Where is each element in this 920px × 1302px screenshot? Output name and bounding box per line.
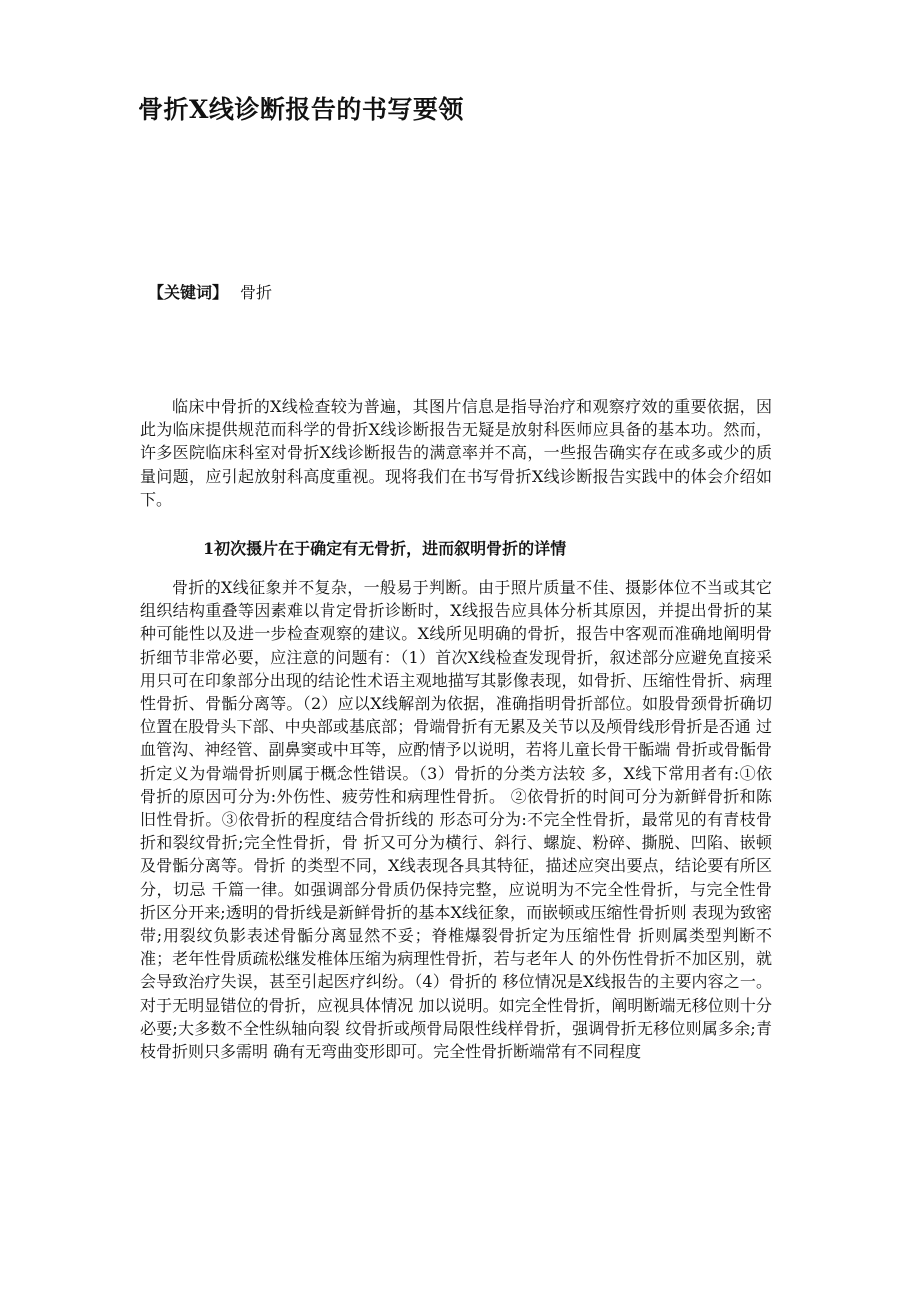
keywords-line — [148, 280, 272, 306]
keywords-value: 骨折 — [240, 283, 273, 302]
section-1-paragraph: 骨折的X线征象并不复杂，一般易于判断。由于照片质量不佳、摄影体位不当或其它组织结构重叠等因素难以肯定骨折诊断时，X线报告应具体分析其原因，并提出骨折的某种可能性以及进一步检查观察的建议。X线所见明确的骨折，报告中客观而准确地阐明骨折细节非常必要，应注意的问题有：（1）首次X线检查发现骨折，叙述部分应避免直接采用只可在印象部分出现的结论性术语主观地描写其影像表现，如骨折、压缩性骨折、病理性骨折、骨骺分离等。（2）应以X线解剖为依据，准确指明骨折部位。如股骨颈骨折确切位置在股骨头下部、中央部或基底部；骨端骨折有无累及关节以及颅骨线形骨折是否通 过血管沟、神经管、副鼻窦或中耳等，应酌情予以说明，若将儿童长骨干骺端 骨折或骨骺骨折定义为骨端骨折则属于概念性错误。（3）骨折的分类方法较 多，X线下常用者有:①依骨折的原因可分为:外伤性、疲劳性和病理性骨折。 ②依骨折的时间可分为新鲜骨折和陈旧性骨折。③依骨折的程度结合骨折线的 形态可分为:不完全性骨折，最常见的有青枝骨折和裂纹骨折;完全性骨折，骨 折又可分为横行、斜行、螺旋、粉碎、撕脱、凹陷、嵌顿及骨骺分离等。骨折 的类型不同，X线表现各具其特征，描述应突出要点，结论要有所区分，切忌 千篇一律。如强调部分骨质仍保持完整，应说明为不完全性骨折，与完全性骨 折区分开来;透明的骨折线是新鲜骨折的基本X线征象，而嵌顿或压缩性骨折则 表现为致密带;用裂纹负影表述骨骺分离显然不妥；脊椎爆裂骨折定为压缩性骨 折则属类型判断不准；老年性骨质疏松继发椎体压缩为病理性骨折，若与老年人 的外伤性骨折不加区别，就会导致治疗失误，甚至引起医疗纠纷。（4）骨折的 移位情况是X线报告的主要内容之一。对于无明显错位的骨折，应视具体情况 加以说明。如完全性骨折，阐明断端无移位则十分必要;大多数不全性纵轴向裂 纹骨折或颅骨局限性线样骨折，强调骨折无移位则属多余;青枝骨折则只多需明 确有无弯曲变形即可。完全性骨折断端常有不同程度 — [140, 578, 772, 1062]
keywords-label: 【关键词】 — [148, 283, 229, 302]
intro-paragraph: 临床中骨折的X线检查较为普遍，其图片信息是指导治疗和观察疗效的重要依据，因此为临床提供规范而科学的骨折X线诊断报告无疑是放射科医师应具备的基本功。然而，许多医院临床科室对骨折X线诊断报告的满意率并不高，一些报告确实存在或多或少的质量问题，应引起放射科高度重视。现将我们在书写骨折X线诊断报告实践中的体会介绍如下。 — [140, 397, 772, 509]
document-title: 骨折X线诊断报告的书写要领 — [138, 95, 464, 124]
section-1-heading: 1初次摄片在于确定有无骨折，进而叙明骨折的详情 — [203, 539, 567, 558]
